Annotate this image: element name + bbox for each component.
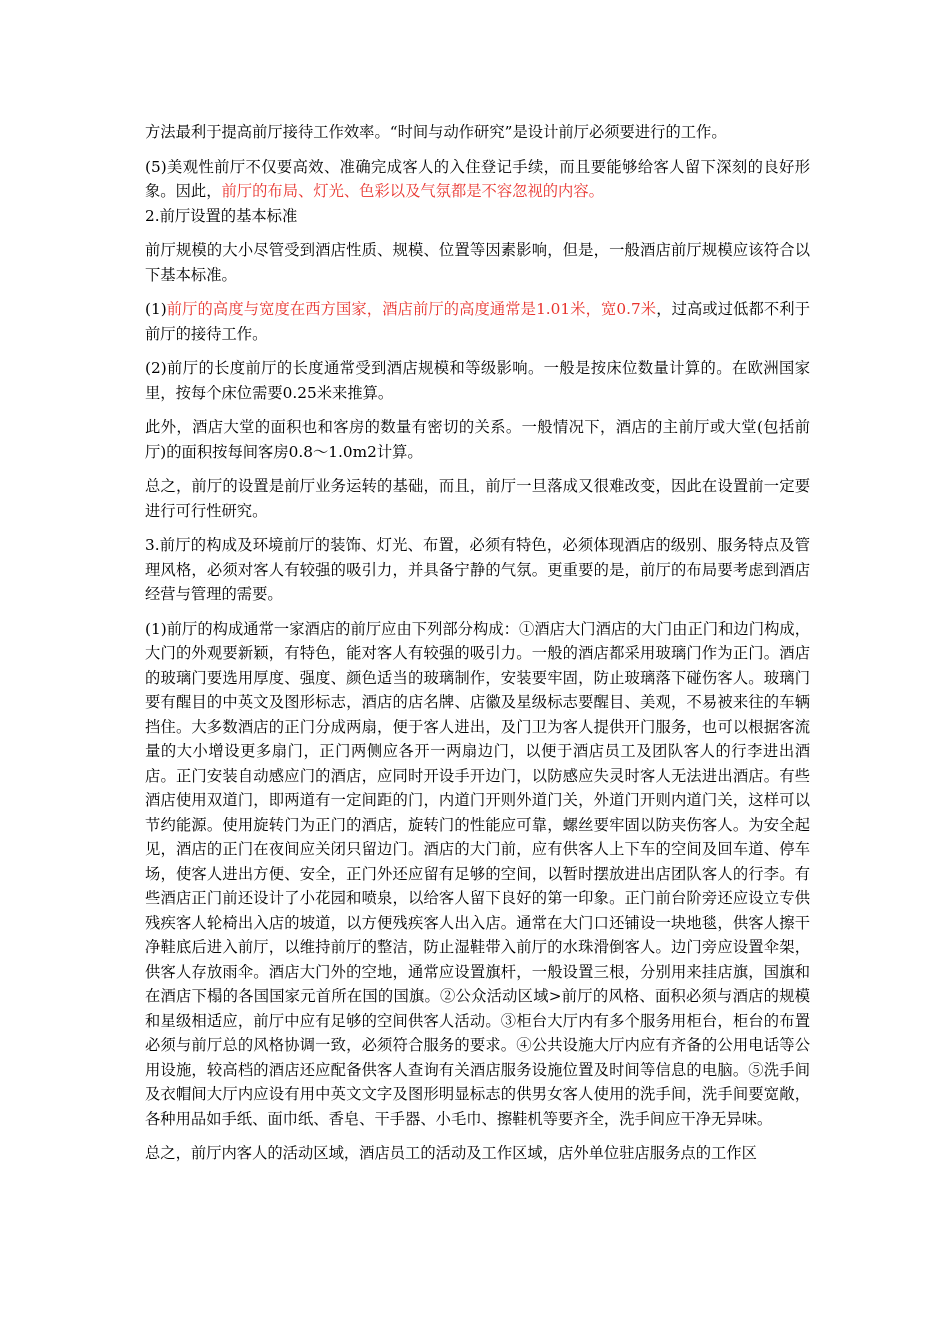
paragraph: 3.前厅的构成及环境前厅的装饰、灯光、布置，必须有特色，必须体现酒店的级别、服务特点及管理风格，必须对客人有较强的吸引力，并具备宁静的气氛。更重要的是，前厅的布局要考虑到酒店经营与管理的需要。 bbox=[145, 536, 810, 603]
section-heading: 2.前厅设置的基本标准 bbox=[145, 206, 298, 225]
paragraph: 总之，前厅的设置是前厅业务运转的基础，而且，前厅一旦落成又很难改变，因此在设置前一定要进行可行性研究。 bbox=[145, 477, 810, 520]
paragraph: (2)前厅的长度前厅的长度通常受到酒店规模和等级影响。一般是按床位数量计算的。在欧洲国家里，按每个床位需要0.25米来推算。 bbox=[145, 359, 810, 402]
paragraph bbox=[145, 155, 810, 204]
paragraph: 方法最利于提高前厅接待工作效率。“时间与动作研究”是设计前厅必须要进行的工作。 bbox=[145, 123, 727, 141]
highlighted-text: 前厅的布局、灯光、色彩以及气氛都是不容忽视的内容。 bbox=[221, 182, 604, 200]
text-run: (1) bbox=[145, 300, 167, 318]
paragraph bbox=[145, 297, 810, 346]
document-page bbox=[145, 120, 810, 1166]
paragraph: 总之，前厅内客人的活动区域，酒店员工的活动及工作区域，店外单位驻店服务点的工作区 bbox=[145, 1144, 757, 1162]
text-run: (5)美观性前厅不仅要高效、准确完成客人的入住登记手续，而且要能够给客人留下深刻的良好形象。因此， bbox=[145, 157, 810, 200]
highlighted-text: 前厅的高度与宽度在西方国家，酒店前厅的高度通常是1.01米，宽0.7米 bbox=[166, 300, 657, 318]
paragraph: 此外，酒店大堂的面积也和客房的数量有密切的关系。一般情况下，酒店的主前厅或大堂(包括前厅)的面积按每间客房0.8～1.0m2计算。 bbox=[145, 418, 810, 461]
paragraph: 前厅规模的大小尽管受到酒店性质、规模、位置等因素影响，但是，一般酒店前厅规模应该符合以下基本标准。 bbox=[145, 241, 810, 284]
text-run: ，过高或过低都不利于前厅的接待工作。 bbox=[145, 300, 810, 343]
paragraph: (1)前厅的构成通常一家酒店的前厅应由下列部分构成：①酒店大门酒店的大门由正门和边门构成，大门的外观要新颖，有特色，能对客人有较强的吸引力。一般的酒店都采用玻璃门作为正门。酒店的玻璃门要选用厚度、强度、颜色适当的玻璃制作，安装要牢固，防止玻璃落下碰伤客人。玻璃门要有醒目的中英文及图形标志，酒店的店名牌、店徽及星级标志要醒目、美观，不易被来往的车辆挡住。大多数酒店的正门分成两扇，便于客人进出，及门卫为客人提供开门服务，也可以根据客流量的大小增设更多扇门，正门两侧应各开一两扇边门，以便于酒店员工及团队客人的行李进出酒店。正门安装自动感应门的酒店，应同时开设手开边门，以防感应失灵时客人无法进出酒店。有些酒店使用双道门，即两道有一定间距的门，内道门开则外道门关，外道门开则内道门关，这样可以节约能源。使用旋转门为正门的酒店，旋转门的性能应可靠，螺丝要牢固以防夹伤客人。为安全起见，酒店的正门在夜间应关闭只留边门。酒店的大门前，应有供客人上下车的空间及回车道、停车场，使客人进出方便、安全，正门外还应留有足够的空间，以暂时摆放进出店团队客人的行李。有些酒店正门前还设计了小花园和喷泉，以给客人留下良好的第一印象。正门前台阶旁还应设立专供残疾客人轮椅出入店的坡道，以方便残疾客人出入店。通常在大门口还铺设一块地毯，供客人擦干净鞋底后进入前厅，以维持前厅的整洁，防止湿鞋带入前厅的水珠滑倒客人。边门旁应设置伞架，供客人存放雨伞。酒店大门外的空地，通常应设置旗杆，一般设置三根，分别用来挂店旗，国旗和在酒店下榻的各国国家元首所在国的国旗。②公众活动区域>前厅的风格、面积必须与酒店的规模和星级相适应，前厅中应有足够的空间供客人活动。③柜台大厅内有多个服务用柜台，柜台的布置必须与前厅总的风格协调一致，必须符合服务的要求。④公共设施大厅内应有齐备的公用电话等公用设施，较高档的酒店还应配备供客人查询有关酒店服务设施位置及时间等信息的电脑。⑤洗手间及衣帽间大厅内应设有用中英文文字及图形明显标志的供男女客人使用的洗手间，洗手间要宽敞，各种用品如手纸、面巾纸、香皂、干手器、小毛巾、擦鞋机等要齐全，洗手间应干净无异味。 bbox=[145, 619, 810, 1128]
